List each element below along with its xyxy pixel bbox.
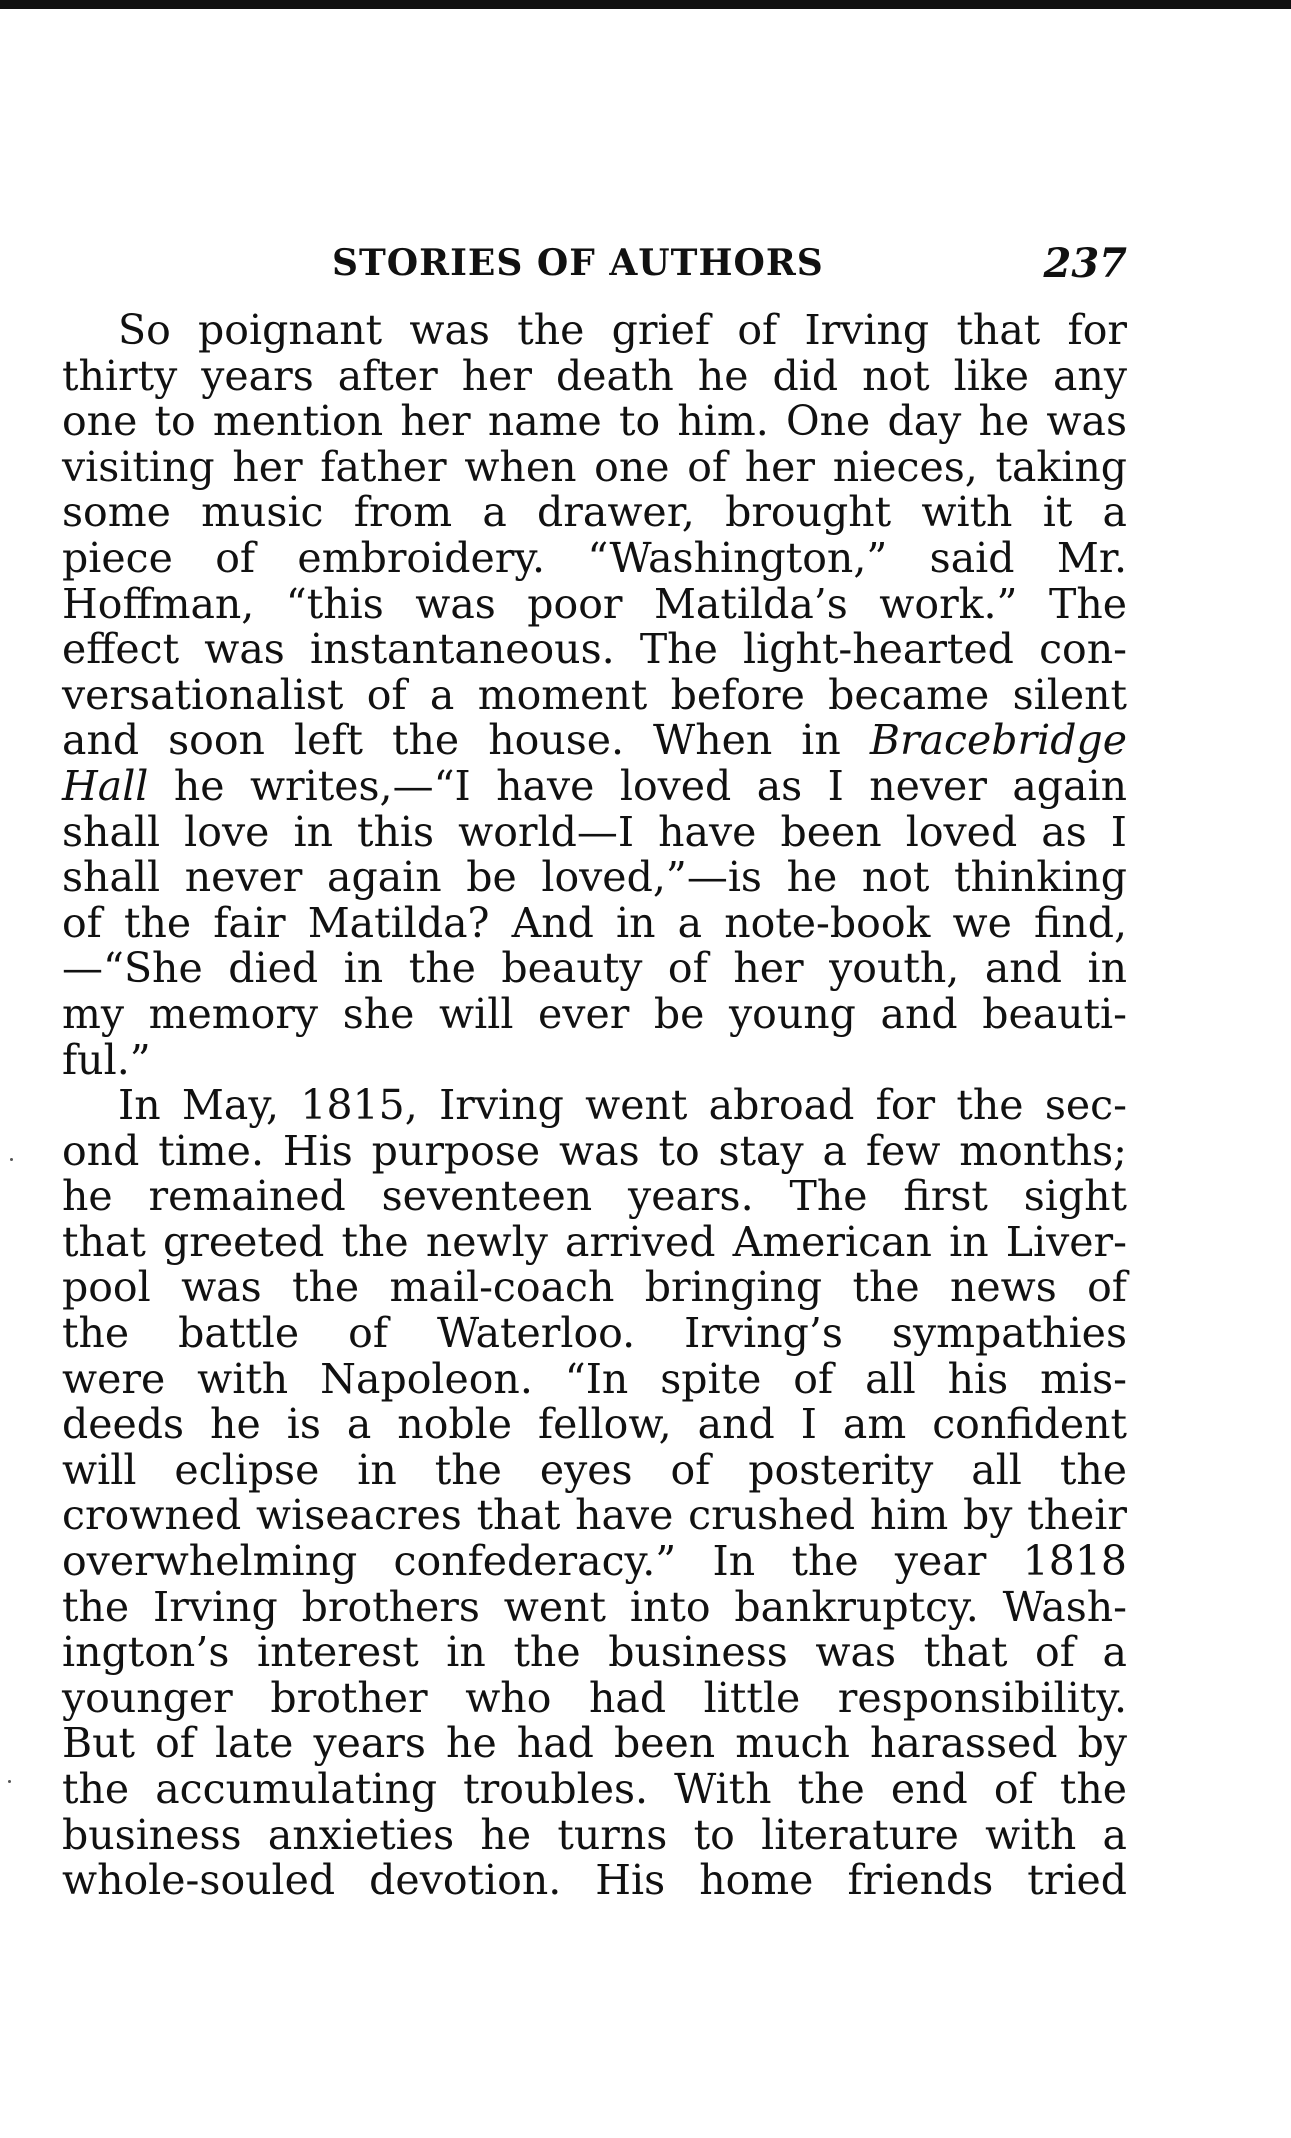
text-line-with-italic [62, 718, 1127, 764]
page-number: 237 [1043, 240, 1127, 287]
top-edge-rule [0, 0, 1291, 9]
text-line: overwhelming confederacy.” In the year 1818 [62, 1537, 1127, 1586]
text-line: shall love in this world—I have been loved as I [62, 807, 1127, 856]
text-line: whole-souled devotion. His home friends tried [62, 1856, 1127, 1905]
text-line: ington’s interest in the business was that of a [62, 1628, 1127, 1677]
text-line: In May, 1815, Irving went abroad for the sec- [118, 1081, 1127, 1130]
text-line: he remained seventeen years. The first sight [62, 1172, 1127, 1221]
text-line: will eclipse in the eyes of posterity all the [62, 1445, 1127, 1494]
text-line: thirty years after her death he did not like any [62, 351, 1127, 400]
text-line: deeds he is a noble fellow, and I am confident [62, 1400, 1127, 1449]
text-line: So poignant was the grief of Irving that for [118, 306, 1127, 354]
text-line: one to mention her name to him. One day he was [62, 397, 1127, 446]
running-title: STORIES OF AUTHORS [332, 242, 824, 284]
text-line: the battle of Waterloo. Irving’s sympathies [62, 1309, 1127, 1358]
text-line: that greeted the newly arrived American in Liver- [62, 1217, 1127, 1266]
paper-speck [8, 1780, 11, 1783]
text-line: versationalist of a moment before became silent [62, 670, 1127, 719]
paragraph-1 [62, 308, 1127, 1083]
text-fragment: he writes,—“I have loved as I never again [173, 761, 1127, 810]
book-page [62, 238, 1127, 1904]
text-line: effect was instantaneous. The light-hearted con- [62, 625, 1127, 674]
text-line: But of late years he had been much harassed by [62, 1719, 1127, 1768]
text-line: ful.” [62, 1035, 151, 1084]
text-line: —“She died in the beauty of her youth, and in [62, 944, 1127, 993]
running-head [62, 238, 1127, 298]
text-line: pool was the mail-coach bringing the news of [62, 1263, 1127, 1312]
italic-book-title: Bracebridge [869, 716, 1127, 765]
body-text [62, 308, 1127, 1904]
text-line: visiting her father when one of her nieces, taking [62, 442, 1127, 491]
paragraph-2 [62, 1083, 1127, 1904]
paper-speck [10, 1158, 13, 1161]
text-line: Hoffman, “this was poor Matilda’s work.” The [62, 579, 1127, 628]
text-line: my memory she will ever be young and beauti- [62, 989, 1127, 1038]
text-line: shall never again be loved,”—is he not thinking [62, 853, 1127, 902]
text-line: ond time. His purpose was to stay a few months; [62, 1126, 1127, 1175]
text-line: younger brother who had little responsibility. [62, 1673, 1127, 1722]
text-line: the accumulating troubles. With the end of the [62, 1765, 1127, 1813]
text-line: piece of embroidery. “Washington,” said Mr. [62, 533, 1127, 582]
italic-book-title: Hall [62, 761, 149, 810]
text-line: of the fair Matilda? And in a note-book we find, [62, 898, 1127, 947]
text-line: the Irving brothers went into bankruptcy. Wash- [62, 1582, 1127, 1631]
text-line: crowned wiseacres that have crushed him by their [62, 1491, 1127, 1540]
text-line: some music from a drawer, brought with it a [62, 488, 1127, 537]
text-line-with-italic [62, 761, 1127, 810]
text-line: were with Napoleon. “In spite of all his mis- [62, 1354, 1127, 1403]
text-fragment: and soon left the house. When in [62, 716, 841, 765]
text-line: business anxieties he turns to literature with a [62, 1810, 1127, 1859]
